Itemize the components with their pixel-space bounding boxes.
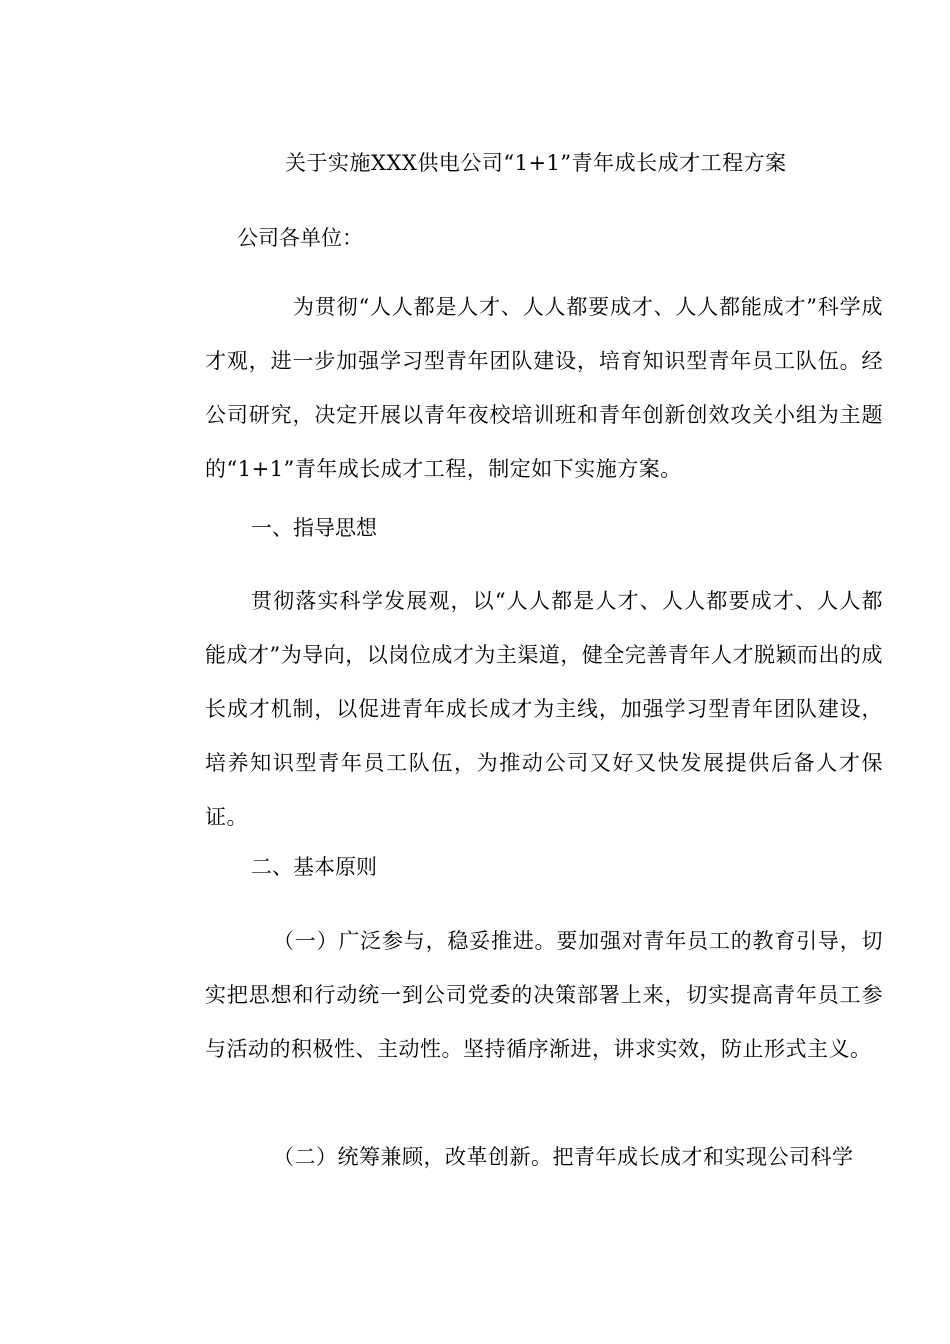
- intro-paragraph: 为贯彻“人人都是人才、人人都要成才、人人都能成才”科学成才观，进一步加强学习型青年团队建设，培育知识型青年员工队伍。经公司研究，决定开展以青年夜校培训班和青年创新创效攻关小组为主题的“1+1”青年成长成才工程，制定如下实施方案。: [205, 295, 883, 481]
- principle-paragraph-1: （一）广泛参与，稳妥推进。要加强对青年员工的教育引导，切实把思想和行动统一到公司党委的决策部署上来，切实提高青年员工参与活动的积极性、主动性。坚持循序渐进，讲求实效，防止形式主义。: [205, 929, 883, 1061]
- principle-paragraph-2: （二）统筹兼顾，改革创新。把青年成长成才和实现公司科学: [273, 1145, 854, 1169]
- section-heading-guiding-ideology: 一、指导思想: [251, 516, 377, 540]
- salutation: 公司各单位：: [237, 226, 363, 250]
- document-title: 关于实施XXX供电公司“1+1”青年成长成才工程方案: [285, 151, 787, 175]
- guiding-ideology-paragraph: 贯彻落实科学发展观，以“人人都是人才、人人都要成才、人人都能成才”为导向，以岗位成才为主渠道，健全完善青年人才脱颖而出的成长成才机制，以促进青年成长成才为主线，加强学习型青年团队建设，培养知识型青年员工队伍，为推动公司又好又快发展提供后备人才保证。: [205, 589, 883, 829]
- section-heading-basic-principles: 二、基本原则: [251, 855, 377, 879]
